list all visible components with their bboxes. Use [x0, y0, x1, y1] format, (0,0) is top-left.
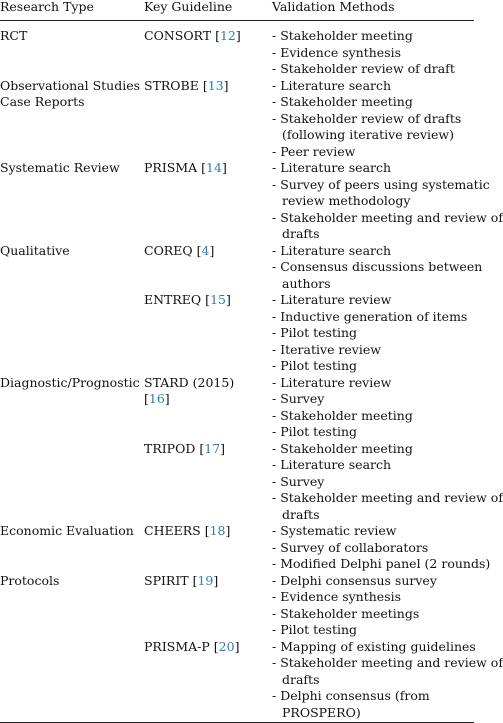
- key-guideline-cell: PRISMA [14]: [144, 160, 227, 175]
- research-type-cell: Economic Evaluation: [0, 523, 134, 538]
- validation-method-item: - Literature review: [272, 292, 392, 307]
- key-guideline-cell: ENTREQ [15]: [144, 292, 231, 307]
- research-type-cell: Diagnostic/Prognostic: [0, 374, 140, 390]
- validation-method-item: - Modified Delphi panel (2 rounds): [272, 556, 491, 571]
- key-guideline-cell: COREQ [4]: [144, 242, 215, 258]
- validation-method-item: - Stakeholder meeting: [272, 94, 413, 109]
- validation-method-continuation: drafts: [282, 226, 320, 241]
- validation-method-item: - Evidence synthesis: [272, 44, 402, 60]
- validation-method-item: - Stakeholder meeting: [272, 440, 413, 456]
- validation-method-item: - Systematic review: [272, 523, 397, 538]
- key-guideline-cell: CHEERS [18]: [144, 523, 231, 538]
- key-guideline-cell: CONSORT [12]: [144, 28, 241, 43]
- header-research-type: Research Type: [0, 0, 94, 14]
- guideline-ref-line: [16]: [144, 391, 170, 406]
- research-type-cell: Systematic Review: [0, 160, 120, 175]
- guideline-name: SPIRIT: [144, 572, 189, 588]
- guideline-name: PRISMA: [144, 160, 198, 175]
- guideline-name: PRISMA-P: [144, 638, 210, 654]
- citation-link[interactable]: 18: [209, 523, 226, 538]
- citation-link[interactable]: 12: [219, 28, 236, 43]
- header-rule: [0, 20, 474, 21]
- validation-method-continuation: authors: [282, 275, 331, 291]
- guideline-name: CHEERS: [144, 523, 201, 538]
- header-key-guideline: Key Guideline: [144, 0, 233, 14]
- guideline-name: STROBE: [144, 77, 199, 93]
- validation-method-item: - Stakeholder meetings: [272, 605, 420, 621]
- validation-method-item: - Delphi consensus (from: [272, 688, 430, 703]
- validation-method-item: - Stakeholder meeting and review of: [272, 490, 503, 505]
- validation-method-continuation: (following iterative review): [282, 127, 454, 142]
- validation-method-item: - Stakeholder meeting: [272, 28, 413, 43]
- validation-method-item: - Literature review: [272, 374, 392, 390]
- citation-link[interactable]: 19: [197, 572, 214, 588]
- validation-method-item: - Pilot testing: [272, 622, 358, 637]
- research-type-cell: Observational Studies: [0, 77, 141, 93]
- validation-method-item: - Mapping of existing guidelines: [272, 638, 476, 654]
- validation-method-item: - Delphi consensus survey: [272, 572, 437, 588]
- validation-method-item: - Stakeholder review of drafts: [272, 110, 462, 126]
- validation-method-item: - Peer review: [272, 143, 356, 159]
- guideline-name: ENTREQ: [144, 292, 202, 307]
- validation-method-continuation: review methodology: [282, 193, 411, 208]
- citation-link[interactable]: 16: [148, 391, 165, 406]
- validation-method-item: - Pilot testing: [272, 325, 358, 340]
- guideline-name: TRIPOD: [144, 440, 196, 456]
- guideline-name: STARD (2015): [144, 374, 235, 390]
- validation-method-item: - Consensus discussions between: [272, 259, 483, 274]
- research-type-cell: Protocols: [0, 572, 60, 588]
- validation-method-item: - Pilot testing: [272, 358, 358, 373]
- validation-method-item: - Iterative review: [272, 341, 381, 357]
- guideline-name: COREQ: [144, 242, 193, 258]
- validation-method-item: - Survey: [272, 391, 325, 406]
- key-guideline-cell: SPIRIT [19]: [144, 572, 219, 588]
- key-guideline-cell: STROBE [13]: [144, 77, 229, 93]
- citation-link[interactable]: 20: [218, 638, 235, 654]
- validation-method-item: - Survey: [272, 473, 325, 489]
- research-type-cell: Case Reports: [0, 94, 85, 109]
- validation-method-item: - Stakeholder review of draft: [272, 61, 455, 76]
- key-guideline-cell: TRIPOD [17]: [144, 440, 226, 456]
- validation-method-item: - Literature search: [272, 242, 392, 258]
- research-type-cell: Qualitative: [0, 242, 70, 258]
- validation-method-item: - Stakeholder meeting and review of: [272, 655, 503, 670]
- validation-method-item: - Stakeholder meeting: [272, 407, 413, 423]
- validation-method-item: - Literature search: [272, 457, 392, 472]
- guideline-name: CONSORT: [144, 28, 212, 43]
- validation-method-continuation: drafts: [282, 671, 320, 687]
- validation-method-item: - Literature search: [272, 160, 392, 175]
- citation-link[interactable]: 4: [201, 242, 210, 258]
- citation-link[interactable]: 15: [210, 292, 226, 307]
- validation-method-continuation: drafts: [282, 506, 320, 522]
- citation-link[interactable]: 13: [207, 77, 224, 93]
- validation-method-item: - Survey of collaborators: [272, 539, 429, 555]
- validation-method-item: - Inductive generation of items: [272, 308, 468, 324]
- research-type-cell: RCT: [0, 28, 28, 43]
- validation-method-continuation: PROSPERO): [282, 704, 361, 720]
- header-validation-methods: Validation Methods: [272, 0, 395, 14]
- citation-link[interactable]: 17: [204, 440, 221, 456]
- key-guideline-cell: [144, 375, 234, 392]
- validation-method-item: - Literature search: [272, 77, 392, 93]
- citation-link[interactable]: 14: [206, 160, 222, 175]
- validation-method-item: - Evidence synthesis: [272, 589, 402, 604]
- validation-method-item: - Pilot testing: [272, 424, 358, 439]
- validation-method-item: - Survey of peers using systematic: [272, 176, 490, 192]
- validation-method-item: - Stakeholder meeting and review of: [272, 209, 503, 225]
- key-guideline-cell: PRISMA-P [20]: [144, 638, 240, 654]
